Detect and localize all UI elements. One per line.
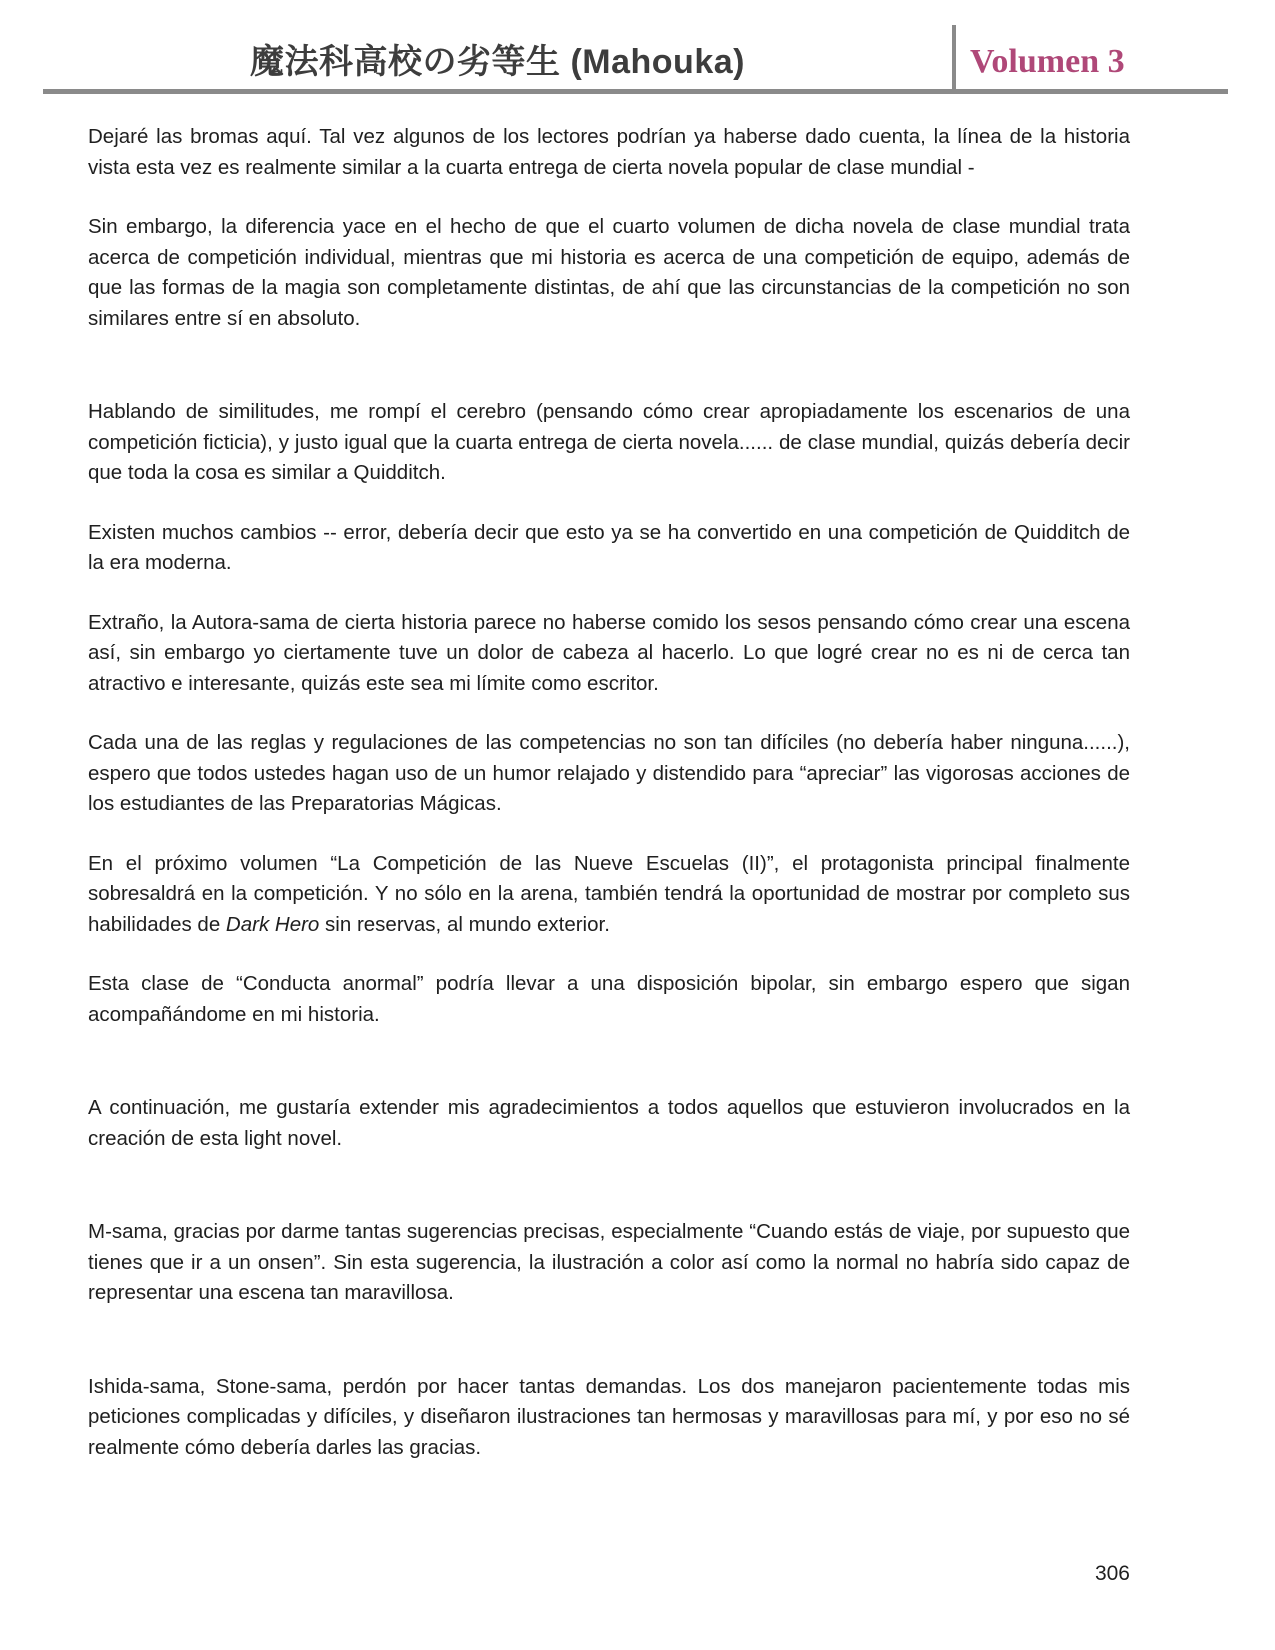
paragraph-text-before: En el próximo volumen “La Competición de las Nueve Escuelas (II)”, el protagonista principal finalmente sobresaldrá en la competición. Y no sólo en la arena, también tendrá la oportunidad de mostrar por completo sus habilidades de — [88, 851, 1130, 936]
page-number: 306 — [1094, 1562, 1130, 1585]
header-row — [43, 0, 1228, 89]
paragraph: Sin embargo, la diferencia yace en el hecho de que el cuarto volumen de dicha novela de clase mundial trata acerca de competición individual, mientras que mi historia es acerca de una competición de equipo, además de que las formas de la magia son completamente distintas, de ahí que las circunstancias de la competición no son similares entre sí en absoluto. — [88, 215, 1130, 330]
paragraph — [88, 849, 1130, 941]
paragraph: Extraño, la Autora-sama de cierta historia parece no haberse comido los sesos pensando cómo crear una escena así, sin embargo yo ciertamente tuve un dolor de cabeza al hacerlo. Lo que logré crear no es ni de cerca tan atractivo e interesante, quizás este sea mi límite como escritor. — [88, 610, 1130, 695]
paragraph: Hablando de similitudes, me rompí el cerebro (pensando cómo crear apropiadamente los escenarios de una competición ficticia), y justo igual que la cuarta entrega de cierta novela...... de clase mundial, quizás debería decir que toda la cosa es similar a Quidditch. — [88, 400, 1130, 484]
volume-area — [956, 43, 1228, 89]
header-rule — [43, 89, 1228, 94]
volume-label: Volumen 3 — [970, 43, 1125, 80]
paragraph: Existen muchos cambios -- error, debería decir que esto ya se ha convertido en una competición de Quidditch de la era moderna. — [88, 520, 1130, 574]
paragraph: A continuación, me gustaría extender mis agradecimientos a todos aquellos que estuvieron involucrados en la creación de esta light novel. — [88, 1096, 1130, 1150]
body-text — [88, 122, 1130, 1492]
page-title: 魔法科高校の劣等生 (Mahouka) — [250, 43, 745, 81]
paragraph: Cada una de las reglas y regulaciones de las competencias no son tan difíciles (no debería haber ninguna......), espero que todos ustedes hagan uso de un humor relajado y distendido para “apreciar” las vigorosas acciones de los estudiantes de las Preparatorias Mágicas. — [88, 731, 1130, 815]
page-footer — [88, 1562, 1130, 1586]
paragraph: Ishida-sama, Stone-sama, perdón por hacer tantas demandas. Los dos manejaron pacientemente todas mis peticiones complicadas y difíciles, y diseñaron ilustraciones tan hermosas y maravillosas para mí, y por eso no sé realmente cómo debería darles las gracias. — [88, 1374, 1130, 1459]
paragraph: Dejaré las bromas aquí. Tal vez algunos de los lectores podrían ya haberse dado cuenta, la línea de la historia vista esta vez es realmente similar a la cuarta entrega de cierta novela popular de clase mundial - — [88, 125, 1130, 179]
paragraph-italic-term: Dark Hero — [225, 912, 320, 936]
page-header — [43, 0, 1228, 94]
paragraph: M-sama, gracias por darme tantas sugerencias precisas, especialmente “Cuando estás de viaje, por supuesto que tienes que ir a un onsen”. Sin esta sugerencia, la ilustración a color así como la normal no habría sido capaz de representar una escena tan maravillosa. — [88, 1220, 1130, 1304]
paragraph: Esta clase de “Conducta anormal” podría llevar a una disposición bipolar, sin embargo espero que sigan acompañándome en mi historia. — [88, 972, 1130, 1026]
paragraph-text-after: sin reservas, al mundo exterior. — [319, 912, 610, 936]
title-area — [43, 34, 952, 89]
